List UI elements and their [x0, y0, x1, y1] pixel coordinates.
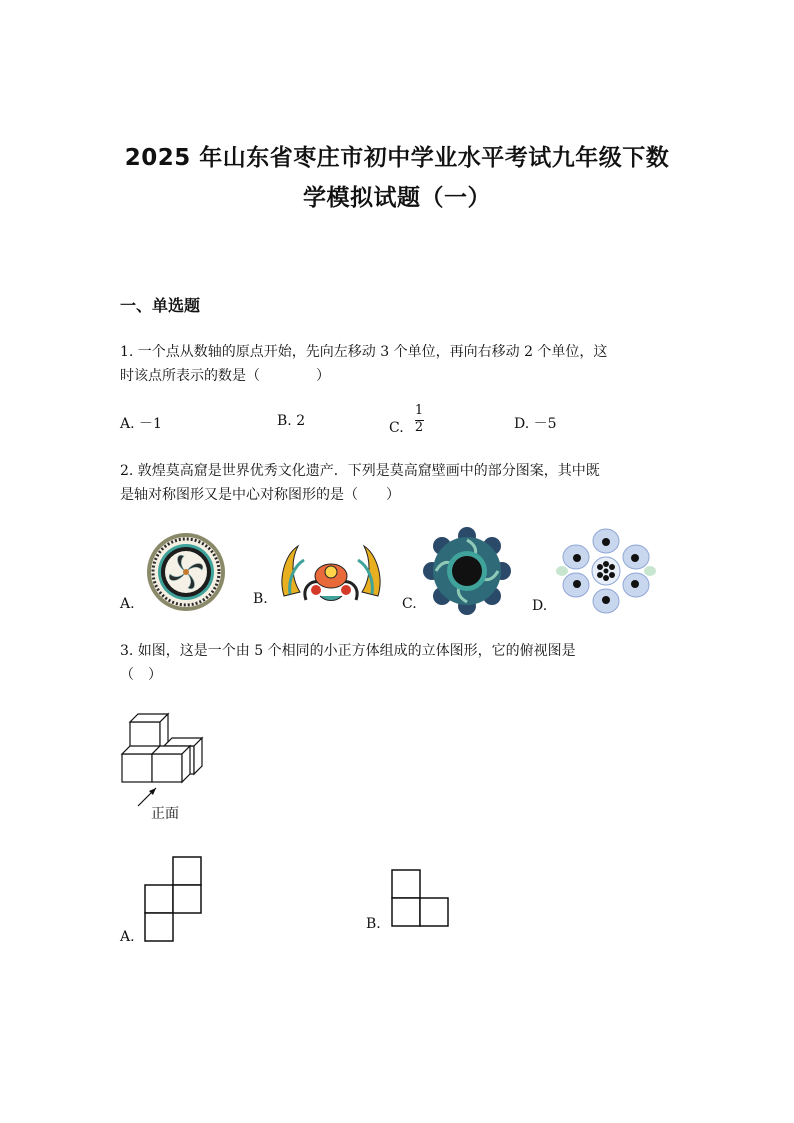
- q1-option-a[interactable]: A. －1: [120, 416, 162, 432]
- question-3-text-line2: （ ）: [120, 667, 162, 683]
- q3-front-label: 正面: [151, 806, 179, 822]
- page-title-line1: 2025 年山东省枣庄市初中学业水平考试九年级下数: [124, 145, 670, 171]
- q1-option-d[interactable]: D. －5: [514, 416, 557, 432]
- section-heading: 一、单选题: [120, 296, 201, 315]
- q3-cube-figure: [118, 706, 208, 816]
- q2-option-c-pattern[interactable]: [426, 530, 508, 612]
- q2-option-b-label[interactable]: B.: [253, 591, 268, 607]
- question-1-text-line2: 时该点所表示的数是（ ）: [120, 368, 330, 384]
- q3-option-a-topview[interactable]: [144, 856, 204, 942]
- q1-option-b[interactable]: B. 2: [277, 413, 306, 429]
- page-title-line2: 学模拟试题（一）: [303, 185, 491, 211]
- question-1-text-line1: 1. 一个点从数轴的原点开始，先向左移动 3 个单位，再向右移动 2 个单位，这: [120, 344, 608, 360]
- q1-option-c-denominator: 2: [414, 420, 424, 435]
- q2-option-d-pattern[interactable]: [556, 527, 656, 615]
- q2-option-d-label[interactable]: D.: [532, 598, 548, 614]
- question-2-text-line2: 是轴对称图形又是中心对称图形的是（ ）: [120, 487, 400, 503]
- q2-option-b-pattern[interactable]: [276, 536, 386, 606]
- q2-option-a-label[interactable]: A.: [120, 596, 135, 612]
- q2-option-a-pattern[interactable]: [144, 532, 228, 612]
- q1-option-c-numerator: 1: [414, 403, 424, 418]
- q3-option-b-label[interactable]: B.: [366, 916, 381, 932]
- question-3-text-line1: 3. 如图，这是一个由 5 个相同的小正方体组成的立体图形，它的俯视图是: [120, 643, 576, 659]
- q1-option-c[interactable]: C.: [389, 420, 404, 436]
- q2-option-c-label[interactable]: C.: [402, 596, 417, 612]
- q3-option-b-topview[interactable]: [391, 869, 451, 929]
- q3-option-a-label[interactable]: A.: [120, 929, 135, 945]
- question-2-text-line1: 2. 敦煌莫高窟是世界优秀文化遗产．下列是莫高窟壁画中的部分图案，其中既: [120, 463, 600, 479]
